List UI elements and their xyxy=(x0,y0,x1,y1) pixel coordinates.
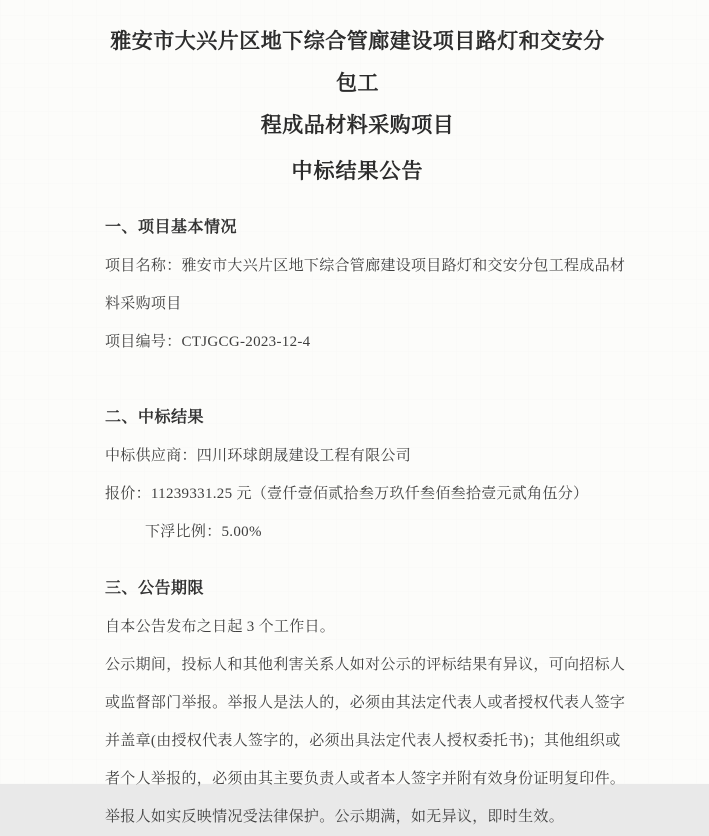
document-subtitle: 中标结果公告 xyxy=(291,159,424,183)
section-project-basic-info xyxy=(105,209,626,361)
project-name-line-2: 料采购项目 xyxy=(105,296,182,312)
project-number-line: 项目编号：CTJGCG-2023-12-4 xyxy=(105,334,311,350)
period-line: 自本公告发布之日起 3 个工作日。 xyxy=(105,619,336,635)
objection-line-3: 并盖章(由授权代表人签字的，必须出具法定代表人授权委托书)；其他组织或 xyxy=(105,733,621,749)
legal-protection-line: 举报人如实反映情况受法律保护。公示期满，如无异议，即时生效。 xyxy=(105,809,565,825)
objection-line-1: 公示期间，投标人和其他利害关系人如对公示的评标结果有异议，可向招标人 xyxy=(105,657,626,673)
project-name-line-1: 项目名称：雅安市大兴片区地下综合管廊建设项目路灯和交安分包工程成品材 xyxy=(105,258,626,274)
document-title-line-2: 程成品材料采购项目 xyxy=(260,113,455,137)
section-announcement-period xyxy=(105,570,626,836)
document-title-line-1: 雅安市大兴片区地下综合管廊建设项目路灯和交安分包工 xyxy=(110,29,605,95)
section-bid-result xyxy=(105,399,610,551)
objection-line-4: 者个人举报的，必须由其主要负责人或者本人签字并附有效身份证明复印件。 xyxy=(105,771,626,787)
discount-rate-line: 下浮比例：5.00% xyxy=(145,524,262,540)
objection-line-2: 或监督部门举报。举报人是法人的，必须由其法定代表人或者授权代表人签字 xyxy=(105,695,626,711)
section-2-heading: 二、中标结果 xyxy=(105,409,205,426)
winning-supplier-line: 中标供应商：四川环球朗晟建设工程有限公司 xyxy=(105,448,412,464)
section-3-heading: 三、公告期限 xyxy=(105,580,205,597)
section-1-heading: 一、项目基本情况 xyxy=(105,219,238,236)
bid-price-line: 报价：11239331.25 元（壹仟壹佰贰拾叁万玖仟叁佰叁拾壹元贰角伍分） xyxy=(105,486,589,502)
